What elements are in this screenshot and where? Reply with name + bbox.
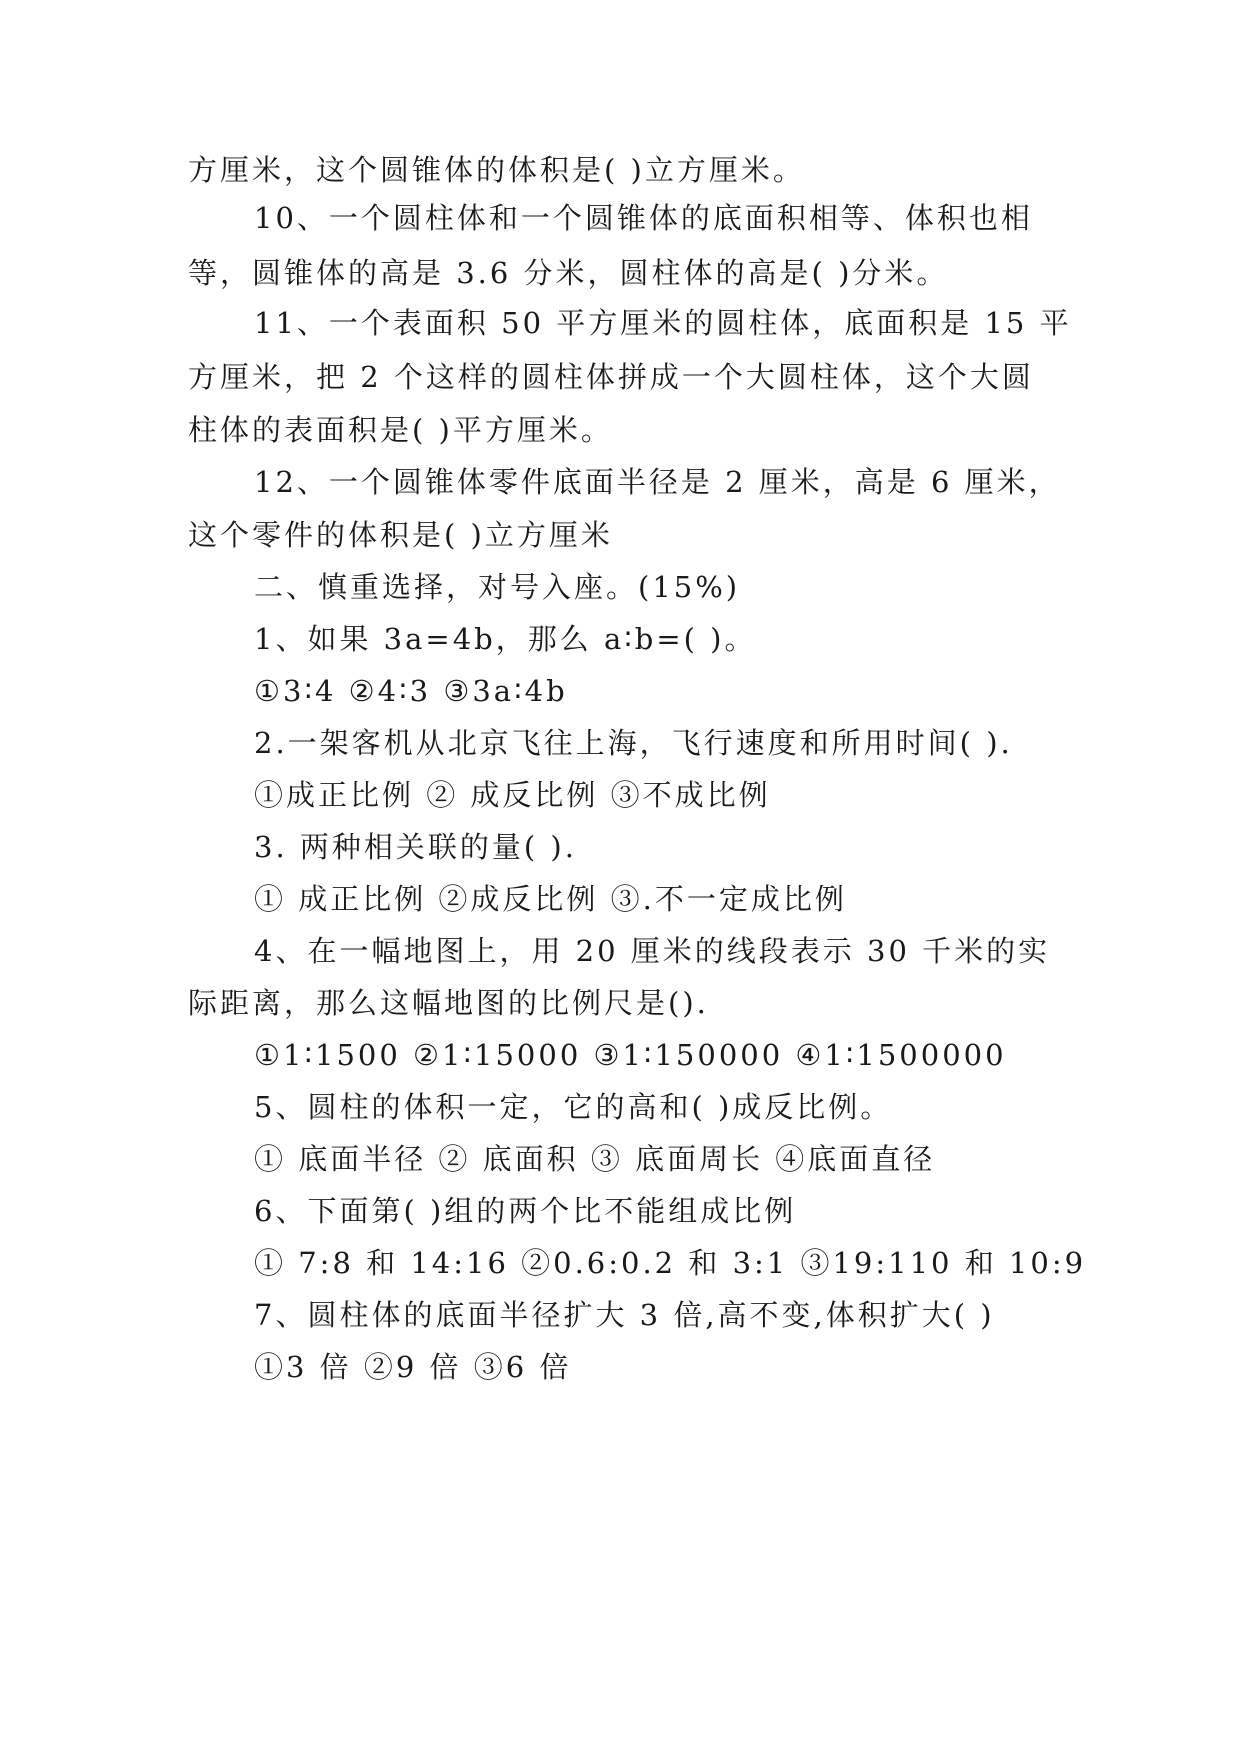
text-line: 方厘米，把 2 个这样的圆柱体拼成一个大圆柱体，这个大圆	[188, 360, 1034, 394]
text-line: ① 7:8 和 14:16 ②0.6:0.2 和 3:1 ③19:110 和 10:9	[254, 1246, 1087, 1280]
text-line: ① 底面半径 ② 底面积 ③ 底面周长 ④底面直径	[254, 1142, 936, 1176]
text-line: ①成正比例 ② 成反比例 ③不成比例	[254, 778, 771, 812]
text-line: 6、下面第( )组的两个比不能组成比例	[254, 1194, 797, 1228]
text-line: 际距离，那么这幅地图的比例尺是().	[188, 986, 709, 1020]
section-heading: 二、慎重选择，对号入座。(15%)	[254, 570, 741, 604]
text-line: 4、在一幅地图上，用 20 厘米的线段表示 30 千米的实	[254, 934, 1051, 968]
text-line: 3. 两种相关联的量( ).	[254, 830, 577, 864]
text-line: ① 成正比例 ②成反比例 ③.不一定成比例	[254, 882, 847, 916]
text-line: 7、圆柱体的底面半径扩大 3 倍,高不变,体积扩大( )	[254, 1298, 995, 1332]
text-line: ①3 倍 ②9 倍 ③6 倍	[254, 1350, 572, 1384]
text-line: 方厘米，这个圆锥体的体积是( )立方厘米。	[188, 153, 805, 187]
text-line: 等，圆锥体的高是 3.6 分米，圆柱体的高是( )分米。	[188, 256, 949, 290]
text-line: 柱体的表面积是( )平方厘米。	[188, 413, 613, 447]
text-line: 11、一个表面积 50 平方厘米的圆柱体，底面积是 15 平	[254, 306, 1072, 340]
text-line: 10、一个圆柱体和一个圆锥体的底面积相等、体积也相	[254, 201, 1033, 235]
text-line: 这个零件的体积是( )立方厘米	[188, 518, 613, 552]
text-line: 12、一个圆锥体零件底面半径是 2 厘米，高是 6 厘米，	[254, 465, 1061, 499]
text-line: 2.一架客机从北京飞往上海，飞行速度和所用时间( ).	[254, 726, 1013, 760]
text-line: ①1∶1500 ②1∶15000 ③1∶150000 ④1∶1500000	[254, 1038, 1007, 1072]
text-line: 1、如果 3a=4b，那么 a∶b=( )。	[254, 622, 757, 656]
text-line: 5、圆柱的体积一定，它的高和( )成反比例。	[254, 1090, 893, 1124]
text-line: ①3∶4 ②4∶3 ③3a∶4b	[254, 674, 568, 708]
